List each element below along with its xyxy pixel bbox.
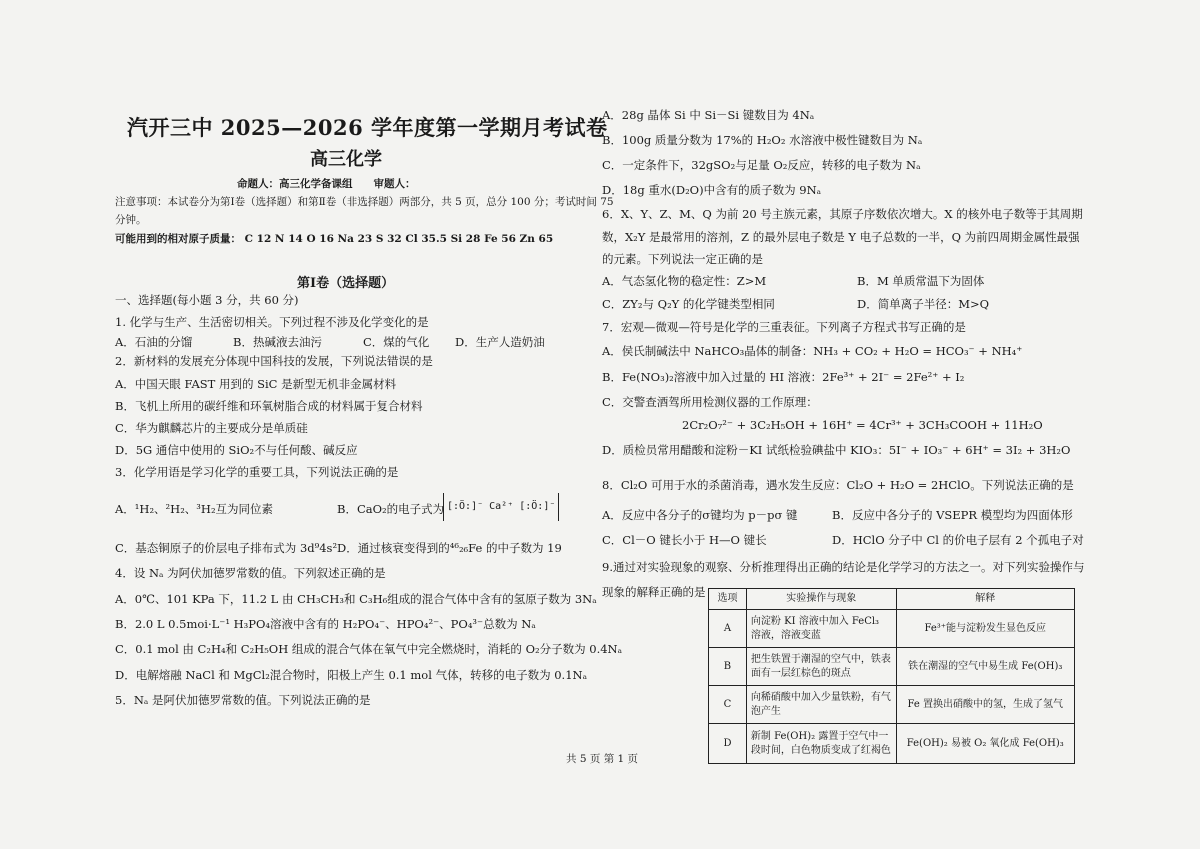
q1-option-c: C．煤的气化 xyxy=(363,335,430,349)
q2-option-a: A．中国天眼 FAST 用到的 SiC 是新型无机非金属材料 xyxy=(115,377,397,391)
q9-stem-2: 现象的解释正确的是 xyxy=(602,585,706,599)
table-cell-explanation: Fe 置换出硝酸中的氢，生成了氢气 xyxy=(896,686,1074,724)
table-cell-explanation: Fe(OH)₂ 易被 O₂ 氧化成 Fe(OH)₃ xyxy=(896,724,1074,764)
q2-option-c: C．华为麒麟芯片的主要成分是单质硅 xyxy=(115,421,308,435)
q9-table xyxy=(708,588,1075,764)
q5-option-b: B．100g 质量分数为 17%的 H₂O₂ 水溶液中极性键数目为 Nₐ xyxy=(602,133,923,147)
table-header-explanation: 解释 xyxy=(896,589,1074,610)
q2-option-b: B．飞机上所用的碳纤维和环氧树脂合成的材料属于复合材料 xyxy=(115,399,423,413)
q8-option-a: A．反应中各分子的σ键均为 p－pσ 键 xyxy=(602,508,798,522)
subject-title: 高三化学 xyxy=(310,149,382,170)
table-cell-operation: 新制 Fe(OH)₂ 露置于空气中一段时间，白色物质变成了红褐色 xyxy=(746,724,896,764)
q6-option-d: D．简单离子半径：M>Q xyxy=(857,297,990,311)
table-cell-explanation: Fe³⁺能与淀粉发生显色反应 xyxy=(896,610,1074,648)
table-row xyxy=(709,610,1075,648)
q6-stem-2: 数，X₂Y 是最常用的溶剂，Z 的最外层电子数是 Y 电子总数的一半，Q 为前四周期金属性最强 xyxy=(602,230,1080,244)
q2-stem: 2．新材料的发展充分体现中国科技的发展，下列说法错误的是 xyxy=(115,354,433,368)
q7-option-c: C．交警查酒驾所用检测仪器的工作原理： xyxy=(602,395,818,409)
q1-option-a: A．石油的分馏 xyxy=(115,335,193,349)
q9-stem-1: 9.通过对实验现象的观察、分析推理得出正确的结论是化学学习的方法之一。对下列实验操作与 xyxy=(602,560,1085,574)
section-instruction: 一、选择题(每小题 3 分，共 60 分) xyxy=(115,293,299,307)
authors-line: 命题人：高三化学备课组 审题人： xyxy=(237,178,416,190)
section-title: 第Ⅰ卷（选择题） xyxy=(297,276,395,291)
atomic-masses: 可能用到的相对原子质量： C 12 N 14 O 16 Na 23 S 32 Cl 35.5 Si 28 Fe 56 Zn 65 xyxy=(115,233,554,245)
q8-stem: 8．Cl₂O 可用于水的杀菌消毒，遇水发生反应：Cl₂O + H₂O = 2HClO。下列说法正确的是 xyxy=(602,478,1074,492)
q5-stem: 5．Nₐ 是阿伏加德罗常数的值。下列说法正确的是 xyxy=(115,693,371,707)
q8-option-c: C．Cl－O 键长小于 H—O 键长 xyxy=(602,533,767,547)
notice-line-1: 注意事项：本试卷分为第Ⅰ卷（选择题）和第Ⅱ卷（非选择题）两部分，共 5 页，总分 100 分；考试时间 75 xyxy=(115,196,614,208)
table-cell-operation: 向淀粉 KI 溶液中加入 FeCl₃ 溶液，溶液变蓝 xyxy=(746,610,896,648)
exam-title: 汽开三中 2025—2026 学年度第一学期月考试卷 xyxy=(127,115,608,140)
q3-stem: 3．化学用语是学习化学的重要工具，下列说法正确的是 xyxy=(115,465,399,479)
q1-option-b: B．热碱液去油污 xyxy=(233,335,322,349)
q5-option-c: C．一定条件下，32gSO₂与足量 O₂反应，转移的电子数为 Nₐ xyxy=(602,158,921,172)
q8-option-d: D．HClO 分子中 Cl 的价电子层有 2 个孤电子对 xyxy=(832,533,1084,547)
table-cell-option: D xyxy=(709,724,747,764)
table-cell-operation: 向稀硝酸中加入少量铁粉，有气泡产生 xyxy=(746,686,896,724)
q1-option-d: D．生产人造奶油 xyxy=(455,335,545,349)
q4-option-d: D．电解熔融 NaCl 和 MgCl₂混合物时，阳极上产生 0.1 mol 气体，转移的电子数为 0.1Nₐ xyxy=(115,668,588,682)
q8-option-b: B．反应中各分子的 VSEPR 模型均为四面体形 xyxy=(832,508,1073,522)
q7-option-c-equation: 2Cr₂O₇²⁻ + 3C₂H₅OH + 16H⁺ = 4Cr³⁺ + 3CH₃COOH + 11H₂O xyxy=(682,418,1043,432)
q2-option-d: D．5G 通信中使用的 SiO₂不与任何酸、碱反应 xyxy=(115,443,358,457)
q6-stem-1: 6．X、Y、Z、M、Q 为前 20 号主族元素，其原子序数依次增大。X 的核外电子数等于其周期 xyxy=(602,207,1083,221)
q3-option-d: D．通过核衰变得到的⁴⁶₂₆Fe 的中子数为 19 xyxy=(337,541,562,555)
q7-stem: 7．宏观—微观—符号是化学的三重表征。下列离子方程式书写正确的是 xyxy=(602,320,966,334)
table-header-operation: 实验操作与现象 xyxy=(746,589,896,610)
q3-option-b: B．CaO₂的电子式为 xyxy=(337,502,445,516)
q4-option-c: C．0.1 mol 由 C₂H₄和 C₂H₅OH 组成的混合气体在氧气中完全燃烧时，消耗的 O₂分子数为 0.4Nₐ xyxy=(115,642,623,656)
q5-option-d: D．18g 重水(D₂O)中含有的质子数为 9Nₐ xyxy=(602,183,822,197)
table-row xyxy=(709,648,1075,686)
q6-option-a: A．气态氢化物的稳定性：Z>M xyxy=(602,274,767,288)
table-header-option: 选项 xyxy=(709,589,747,610)
q5-option-a: A．28g 晶体 Si 中 Si－Si 键数目为 4Nₐ xyxy=(602,108,815,122)
q4-stem: 4．设 Nₐ 为阿伏加德罗常数的值。下列叙述正确的是 xyxy=(115,566,386,580)
table-cell-explanation: 铁在潮湿的空气中易生成 Fe(OH)₃ xyxy=(896,648,1074,686)
page-footer: 共 5 页 第 1 页 xyxy=(566,753,639,765)
q7-option-a: A．侯氏制碱法中 NaHCO₃晶体的制备：NH₃ + CO₂ + H₂O = HCO₃⁻ + NH₄⁺ xyxy=(602,344,1023,358)
q6-option-c: C．ZY₂与 Q₂Y 的化学键类型相同 xyxy=(602,297,775,311)
table-row xyxy=(709,724,1075,764)
cao2-electron-formula: [:Ö:]⁻ Ca²⁺ [:Ö:]⁻ xyxy=(443,493,559,521)
q6-stem-3: 的元素。下列说法一定正确的是 xyxy=(602,252,763,266)
table-cell-option: B xyxy=(709,648,747,686)
table-row xyxy=(709,686,1075,724)
q7-option-d: D．质检员常用醋酸和淀粉－KI 试纸检验碘盐中 KIO₃：5I⁻ + IO₃⁻ + 6H⁺ = 3I₂ + 3H₂O xyxy=(602,443,1071,457)
q4-option-b: B．2.0 L 0.5moi·L⁻¹ H₃PO₄溶液中含有的 H₂PO₄⁻、HPO₄²⁻、PO₄³⁻总数为 Nₐ xyxy=(115,617,536,631)
notice-line-2: 分钟。 xyxy=(115,214,147,226)
q3-option-a: A．¹H₂、²H₂、³H₂互为同位素 xyxy=(115,502,274,516)
q6-option-b: B．M 单质常温下为固体 xyxy=(857,274,985,288)
table-header-row xyxy=(709,589,1075,610)
q7-option-b: B．Fe(NO₃)₂溶液中加入过量的 HI 溶液：2Fe³⁺ + 2I⁻ = 2Fe²⁺ + I₂ xyxy=(602,370,965,384)
q1-stem: 1. 化学与生产、生活密切相关。下列过程不涉及化学变化的是 xyxy=(115,315,429,329)
q3-option-c: C．基态铜原子的价层电子排布式为 3d⁹4s² xyxy=(115,541,338,555)
table-cell-operation: 把生铁置于潮湿的空气中，铁表面有一层红棕色的斑点 xyxy=(746,648,896,686)
table-cell-option: C xyxy=(709,686,747,724)
q4-option-a: A．0℃、101 KPa 下，11.2 L 由 CH₃CH₃和 C₃H₆组成的混合气体中含有的氢原子数为 3Nₐ xyxy=(115,592,597,606)
table-cell-option: A xyxy=(709,610,747,648)
